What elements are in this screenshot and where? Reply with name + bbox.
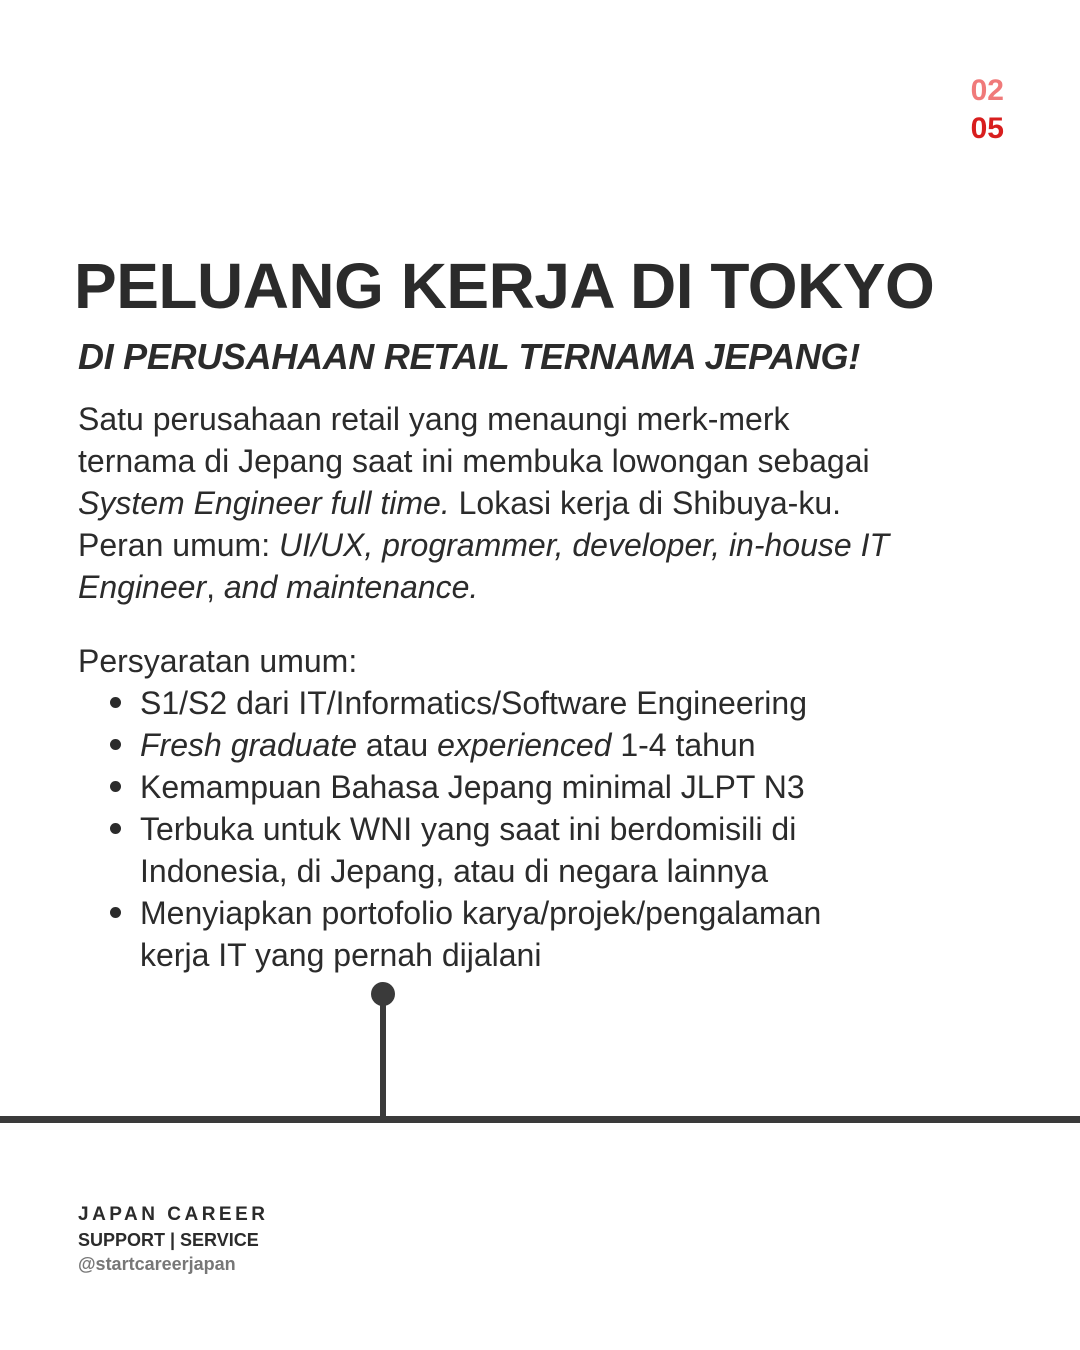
page-title: PELUANG KERJA DI TOKYO [74, 250, 935, 322]
requirement-text-line-1: Menyiapkan portofolio karya/projek/pengalaman [140, 895, 822, 931]
requirement-fresh-graduate: Fresh graduate [140, 727, 358, 763]
requirement-text: Kemampuan Bahasa Jepang minimal JLPT N3 [140, 769, 805, 805]
requirement-experienced: experienced [437, 727, 612, 763]
requirement-text-line-2: Indonesia, di Jepang, atau di negara lainnya [140, 853, 769, 889]
page-counter-total: 05 [970, 112, 1004, 145]
requirements-heading: Persyaratan umum: [78, 643, 358, 679]
intro-roles-comma: , [206, 569, 224, 605]
intro-line-4 [78, 524, 1008, 566]
bullet-icon [110, 823, 121, 834]
intro-line-1: Satu perusahaan retail yang menaungi merk-merk [78, 401, 790, 437]
list-item [78, 724, 1008, 766]
bullet-icon [110, 697, 121, 708]
intro-line-3 [78, 482, 1008, 524]
bullet-icon [110, 781, 121, 792]
intro-roles-list: UI/UX, programmer, developer, in-house IT [278, 527, 890, 563]
intro-job-title: System Engineer full time. [78, 485, 450, 521]
brand-name: JAPAN CAREER [78, 1204, 269, 1225]
timeline-divider [0, 1116, 1080, 1123]
requirement-text-line-1: Terbuka untuk WNI yang saat ini berdomisili di [140, 811, 797, 847]
intro-roles-engineer: Engineer [78, 569, 207, 605]
requirement-years: 1-4 tahun [611, 727, 756, 763]
requirement-connector: atau [357, 727, 438, 763]
bullet-icon [110, 907, 121, 918]
brand-footer [78, 1202, 269, 1276]
list-item [78, 892, 1008, 976]
timeline-stem [380, 994, 386, 1120]
page-counter [971, 72, 1004, 148]
list-item [78, 766, 1008, 808]
brand-handle: @startcareerjapan [78, 1254, 236, 1274]
requirements-list [78, 682, 1008, 976]
intro-roles-maintenance: and maintenance. [223, 569, 479, 605]
requirement-text [140, 724, 1008, 766]
page-subtitle: DI PERUSAHAAN RETAIL TERNAMA JEPANG! [78, 336, 860, 377]
intro-line-5 [78, 566, 1008, 608]
brand-tagline: SUPPORT | SERVICE [78, 1230, 259, 1250]
list-item [78, 682, 1008, 724]
requirements-section [78, 640, 1008, 976]
intro-roles-lead: Peran umum: [78, 527, 279, 563]
intro-line-2: ternama di Jepang saat ini membuka lowongan sebagai [78, 443, 870, 479]
list-item [78, 808, 1008, 892]
intro-location: Lokasi kerja di Shibuya-ku. [449, 485, 842, 521]
requirement-text-line-2: kerja IT yang pernah dijalani [140, 937, 542, 973]
requirement-text: S1/S2 dari IT/Informatics/Software Engineering [140, 685, 807, 721]
page-counter-current: 02 [970, 74, 1004, 107]
bullet-icon [110, 739, 121, 750]
intro-paragraph [78, 398, 1008, 608]
